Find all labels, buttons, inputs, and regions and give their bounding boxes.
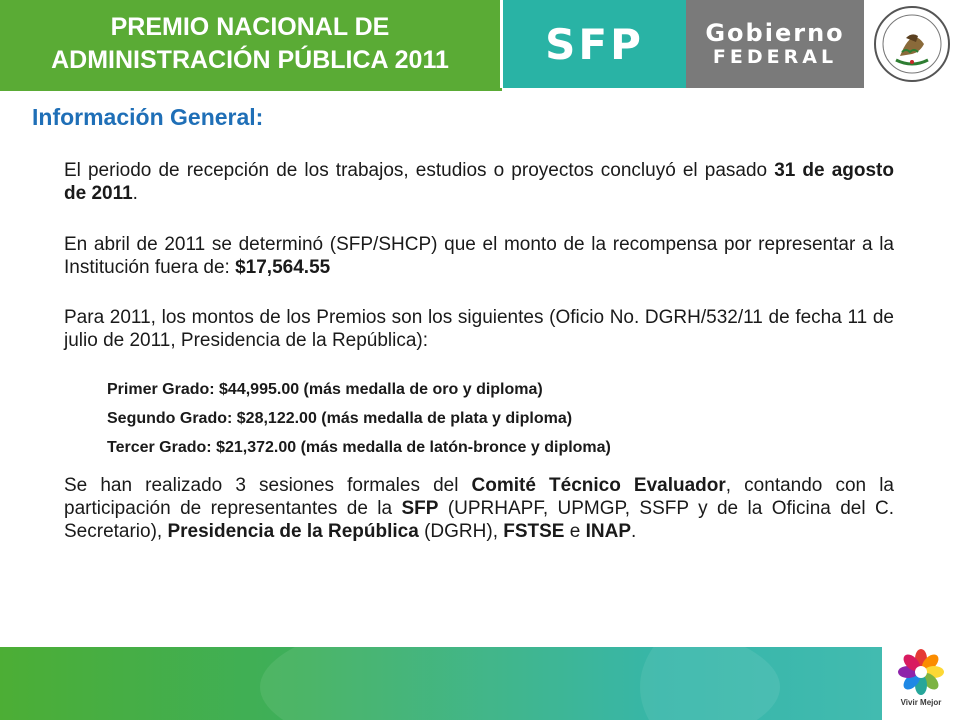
p4-committee: Comité Técnico Evaluador [471, 475, 726, 496]
mexico-seal [864, 0, 960, 88]
p4-text-5: e [564, 521, 586, 542]
p4-sfp: SFP [401, 498, 439, 519]
paragraph-prize-amounts [64, 306, 894, 352]
footer-wave [640, 647, 882, 720]
p4-fstse: FSTSE [503, 521, 565, 542]
paragraph-reception-period [64, 159, 894, 205]
p4-text-3: (UPRHAPF, UPMGP, SSFP y de la Oficina del C. Secretario), [64, 498, 894, 542]
p3-text: Para 2011, los montos de los Premios son los siguientes (Oficio No. DGRH/532/11 de fecha 11 de julio de 2011, Presidencia de la República): [64, 307, 894, 351]
header-title-line1: PREMIO NACIONAL DE [110, 13, 390, 41]
p1-date: 31 de agosto de 2011 [64, 160, 894, 204]
p4-inap: INAP [585, 521, 632, 542]
p2-amount: $17,564.55 [235, 257, 331, 278]
federal-text: FEDERAL [712, 46, 838, 68]
p4-text-6: . [631, 521, 637, 542]
p4-text-2: , contando con la participación de representantes de la [64, 475, 894, 519]
section-title: Información General: [32, 104, 264, 130]
footer-band [0, 647, 882, 720]
p4-presidencia: Presidencia de la República [167, 521, 419, 542]
gobierno-text: Gobierno [705, 19, 845, 47]
vivir-mejor-logo [882, 647, 960, 720]
paragraph-reward-amount [64, 233, 894, 279]
p1-text: El periodo de recepción de los trabajos, estudios o proyectos concluyó el pasado [64, 160, 775, 181]
prize-second-grade: Segundo Grado: $28,122.00 (más medalla de plata y diploma) [107, 410, 573, 427]
p4-text-1: Se han realizado 3 sesiones formales del [64, 475, 472, 496]
prize-first-grade: Primer Grado: $44,995.00 (más medalla de oro y diploma) [107, 381, 543, 398]
p4-text-4: (DGRH), [418, 521, 504, 542]
p2-text: En abril de 2011 se determinó (SFP/SHCP) que el monto de la recompensa por representar a la Institución fuera de: [64, 234, 894, 278]
prize-third-grade: Tercer Grado: $21,372.00 (más medalla de latón-bronce y diploma) [107, 439, 611, 456]
header-underline [0, 88, 502, 91]
sfp-logo-text: SFP [545, 19, 644, 69]
prize-list [107, 375, 611, 462]
paragraph-committee-sessions [64, 474, 894, 543]
p1-end: . [132, 183, 138, 204]
gobierno-federal-logo [686, 0, 864, 88]
vivir-mejor-text: Vivir Mejor [900, 698, 942, 707]
sfp-logo [503, 0, 686, 88]
header-title-block [0, 0, 502, 88]
vivir-mejor-flower-icon [896, 647, 946, 697]
estados-unidos-mexicanos-seal-icon [872, 4, 952, 84]
header-title-line2: ADMINISTRACIÓN PÚBLICA 2011 [51, 46, 449, 74]
